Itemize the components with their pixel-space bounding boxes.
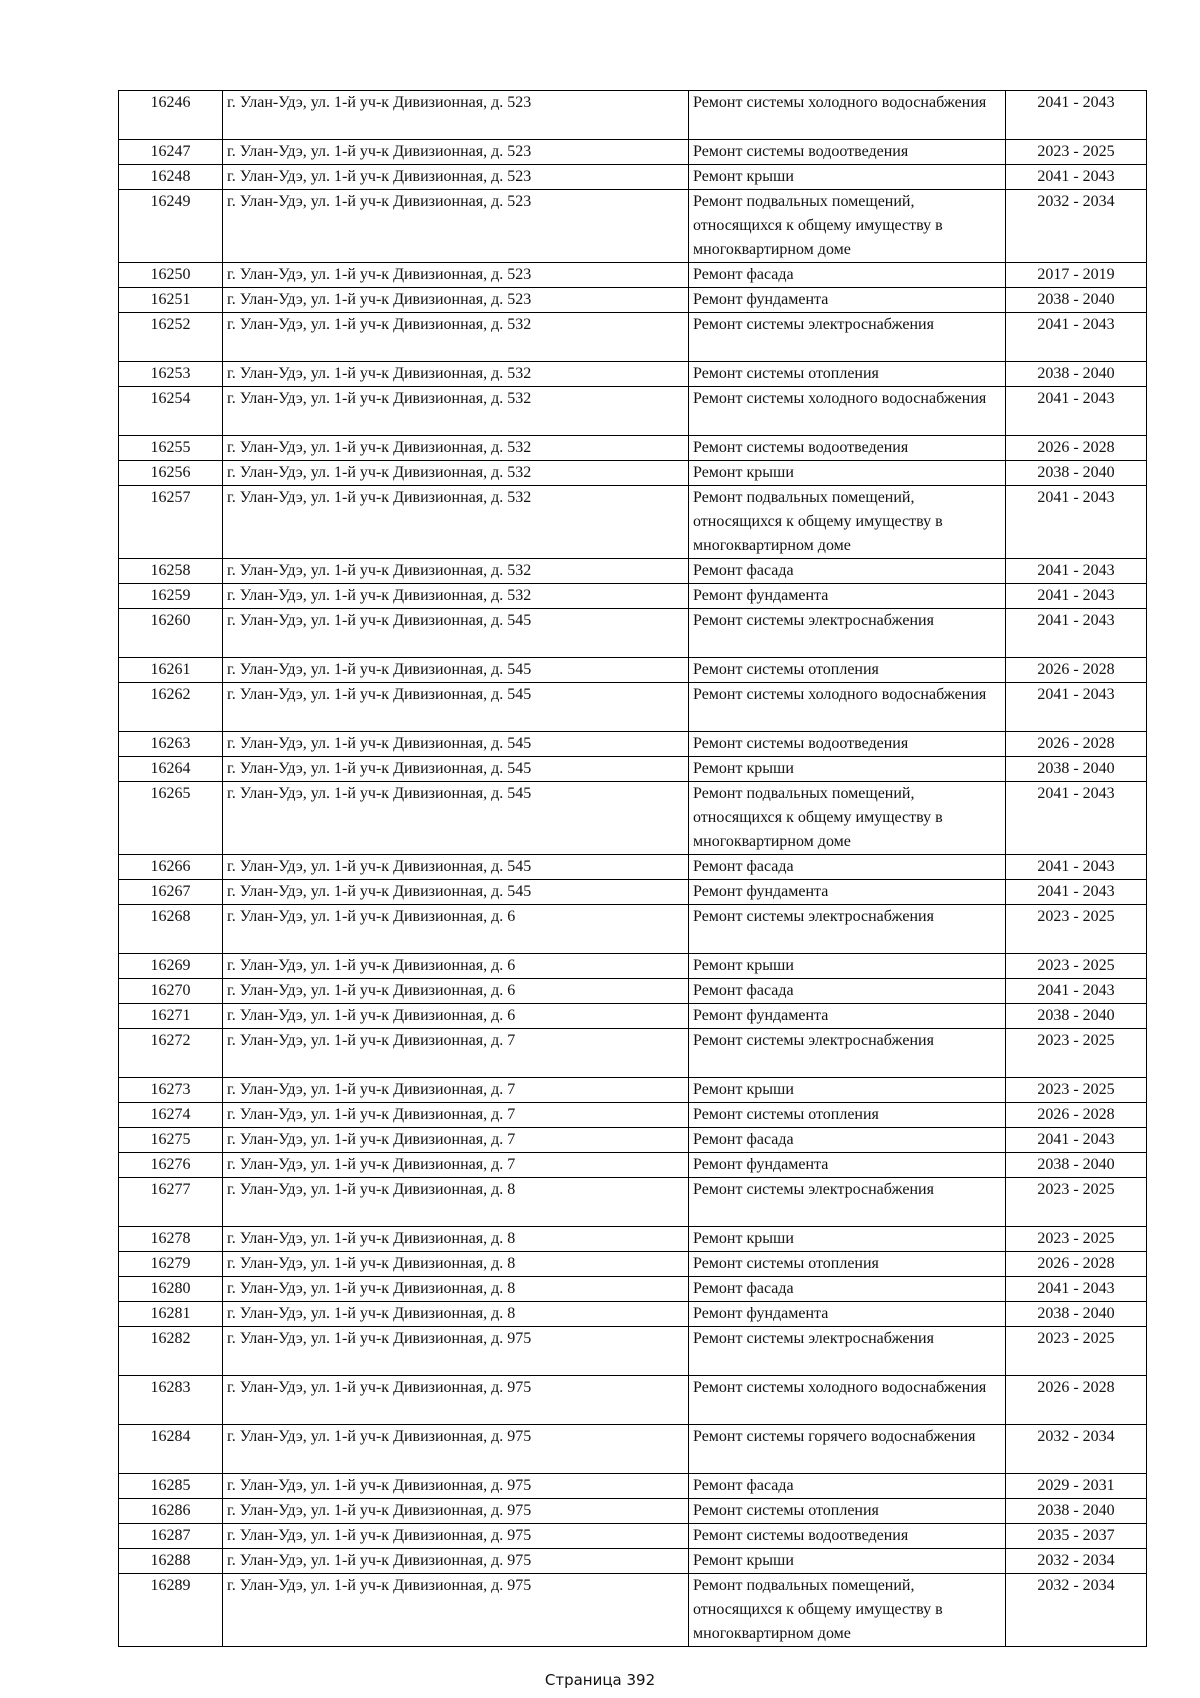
row-number: 16283 bbox=[119, 1376, 223, 1425]
row-work-type: Ремонт крыши bbox=[689, 1078, 1006, 1103]
row-work-type: Ремонт крыши bbox=[689, 1227, 1006, 1252]
row-number: 16258 bbox=[119, 559, 223, 584]
row-address: г. Улан-Удэ, ул. 1-й уч-к Дивизионная, д. 545 bbox=[223, 782, 689, 855]
row-period: 2032 - 2034 bbox=[1006, 1549, 1147, 1574]
row-address: г. Улан-Удэ, ул. 1-й уч-к Дивизионная, д. 975 bbox=[223, 1425, 689, 1474]
row-address: г. Улан-Удэ, ул. 1-й уч-к Дивизионная, д. 6 bbox=[223, 1004, 689, 1029]
row-period: 2023 - 2025 bbox=[1006, 140, 1147, 165]
row-number: 16253 bbox=[119, 362, 223, 387]
row-period: 2041 - 2043 bbox=[1006, 486, 1147, 559]
row-number: 16261 bbox=[119, 658, 223, 683]
row-number: 16247 bbox=[119, 140, 223, 165]
row-address: г. Улан-Удэ, ул. 1-й уч-к Дивизионная, д. 523 bbox=[223, 263, 689, 288]
row-number: 16246 bbox=[119, 91, 223, 140]
table-row bbox=[119, 880, 1147, 905]
table-row bbox=[119, 1078, 1147, 1103]
row-period: 2038 - 2040 bbox=[1006, 1302, 1147, 1327]
row-period: 2032 - 2034 bbox=[1006, 1425, 1147, 1474]
row-address: г. Улан-Удэ, ул. 1-й уч-к Дивизионная, д. 545 bbox=[223, 757, 689, 782]
table-row bbox=[119, 190, 1147, 263]
table-body bbox=[119, 91, 1147, 1647]
row-number: 16260 bbox=[119, 609, 223, 658]
table-row bbox=[119, 683, 1147, 732]
row-period: 2023 - 2025 bbox=[1006, 1327, 1147, 1376]
row-address: г. Улан-Удэ, ул. 1-й уч-к Дивизионная, д. 7 bbox=[223, 1078, 689, 1103]
row-address: г. Улан-Удэ, ул. 1-й уч-к Дивизионная, д. 975 bbox=[223, 1327, 689, 1376]
table-row bbox=[119, 1376, 1147, 1425]
row-work-type: Ремонт крыши bbox=[689, 461, 1006, 486]
row-work-type: Ремонт системы отопления bbox=[689, 1252, 1006, 1277]
row-work-type: Ремонт фасада bbox=[689, 979, 1006, 1004]
row-address: г. Улан-Удэ, ул. 1-й уч-к Дивизионная, д. 532 bbox=[223, 461, 689, 486]
row-address: г. Улан-Удэ, ул. 1-й уч-к Дивизионная, д. 6 bbox=[223, 979, 689, 1004]
row-period: 2026 - 2028 bbox=[1006, 436, 1147, 461]
row-work-type: Ремонт крыши bbox=[689, 954, 1006, 979]
row-number: 16270 bbox=[119, 979, 223, 1004]
repair-schedule-table bbox=[118, 90, 1147, 1647]
table-row bbox=[119, 461, 1147, 486]
row-work-type: Ремонт фасада bbox=[689, 559, 1006, 584]
row-period: 2035 - 2037 bbox=[1006, 1524, 1147, 1549]
table-row bbox=[119, 732, 1147, 757]
row-period: 2023 - 2025 bbox=[1006, 1078, 1147, 1103]
row-address: г. Улан-Удэ, ул. 1-й уч-к Дивизионная, д. 532 bbox=[223, 362, 689, 387]
row-number: 16274 bbox=[119, 1103, 223, 1128]
row-period: 2023 - 2025 bbox=[1006, 1029, 1147, 1078]
row-number: 16269 bbox=[119, 954, 223, 979]
row-address: г. Улан-Удэ, ул. 1-й уч-к Дивизионная, д. 975 bbox=[223, 1474, 689, 1499]
row-number: 16257 bbox=[119, 486, 223, 559]
table-row bbox=[119, 609, 1147, 658]
row-number: 16273 bbox=[119, 1078, 223, 1103]
row-address: г. Улан-Удэ, ул. 1-й уч-к Дивизионная, д. 975 bbox=[223, 1524, 689, 1549]
row-period: 2038 - 2040 bbox=[1006, 1004, 1147, 1029]
table-row bbox=[119, 1574, 1147, 1647]
table-row bbox=[119, 757, 1147, 782]
row-period: 2026 - 2028 bbox=[1006, 732, 1147, 757]
row-address: г. Улан-Удэ, ул. 1-й уч-к Дивизионная, д. 532 bbox=[223, 559, 689, 584]
row-address: г. Улан-Удэ, ул. 1-й уч-к Дивизионная, д. 545 bbox=[223, 880, 689, 905]
row-address: г. Улан-Удэ, ул. 1-й уч-к Дивизионная, д. 532 bbox=[223, 313, 689, 362]
table-row bbox=[119, 1128, 1147, 1153]
row-period: 2041 - 2043 bbox=[1006, 880, 1147, 905]
table-row bbox=[119, 165, 1147, 190]
row-address: г. Улан-Удэ, ул. 1-й уч-к Дивизионная, д. 523 bbox=[223, 165, 689, 190]
row-address: г. Улан-Удэ, ул. 1-й уч-к Дивизионная, д. 8 bbox=[223, 1227, 689, 1252]
row-period: 2041 - 2043 bbox=[1006, 387, 1147, 436]
row-work-type: Ремонт системы холодного водоснабжения bbox=[689, 683, 1006, 732]
row-work-type: Ремонт фасада bbox=[689, 1277, 1006, 1302]
table-row bbox=[119, 855, 1147, 880]
row-number: 16250 bbox=[119, 263, 223, 288]
row-period: 2041 - 2043 bbox=[1006, 979, 1147, 1004]
row-number: 16267 bbox=[119, 880, 223, 905]
row-work-type: Ремонт системы отопления bbox=[689, 1103, 1006, 1128]
row-address: г. Улан-Удэ, ул. 1-й уч-к Дивизионная, д. 545 bbox=[223, 855, 689, 880]
row-address: г. Улан-Удэ, ул. 1-й уч-к Дивизионная, д. 532 bbox=[223, 486, 689, 559]
row-number: 16248 bbox=[119, 165, 223, 190]
row-number: 16249 bbox=[119, 190, 223, 263]
row-address: г. Улан-Удэ, ул. 1-й уч-к Дивизионная, д. 532 bbox=[223, 436, 689, 461]
row-address: г. Улан-Удэ, ул. 1-й уч-к Дивизионная, д. 975 bbox=[223, 1574, 689, 1647]
row-work-type: Ремонт системы отопления bbox=[689, 362, 1006, 387]
table-row bbox=[119, 263, 1147, 288]
row-period: 2041 - 2043 bbox=[1006, 165, 1147, 190]
row-work-type: Ремонт системы электроснабжения bbox=[689, 1178, 1006, 1227]
row-period: 2041 - 2043 bbox=[1006, 1128, 1147, 1153]
row-number: 16255 bbox=[119, 436, 223, 461]
row-period: 2041 - 2043 bbox=[1006, 313, 1147, 362]
row-number: 16262 bbox=[119, 683, 223, 732]
row-work-type: Ремонт системы холодного водоснабжения bbox=[689, 1376, 1006, 1425]
table-row bbox=[119, 436, 1147, 461]
table-row bbox=[119, 91, 1147, 140]
row-work-type: Ремонт фундамента bbox=[689, 1004, 1006, 1029]
row-address: г. Улан-Удэ, ул. 1-й уч-к Дивизионная, д. 8 bbox=[223, 1302, 689, 1327]
row-work-type: Ремонт системы электроснабжения bbox=[689, 609, 1006, 658]
row-work-type: Ремонт крыши bbox=[689, 165, 1006, 190]
row-number: 16276 bbox=[119, 1153, 223, 1178]
row-work-type: Ремонт фасада bbox=[689, 1128, 1006, 1153]
table-row bbox=[119, 979, 1147, 1004]
document-page bbox=[118, 90, 1146, 1647]
row-period: 2041 - 2043 bbox=[1006, 559, 1147, 584]
table-row bbox=[119, 1004, 1147, 1029]
row-address: г. Улан-Удэ, ул. 1-й уч-к Дивизионная, д. 7 bbox=[223, 1103, 689, 1128]
table-row bbox=[119, 559, 1147, 584]
row-work-type: Ремонт крыши bbox=[689, 757, 1006, 782]
table-row bbox=[119, 387, 1147, 436]
row-work-type: Ремонт системы электроснабжения bbox=[689, 1029, 1006, 1078]
table-row bbox=[119, 1524, 1147, 1549]
table-row bbox=[119, 1499, 1147, 1524]
table-row bbox=[119, 1029, 1147, 1078]
row-period: 2017 - 2019 bbox=[1006, 263, 1147, 288]
row-period: 2029 - 2031 bbox=[1006, 1474, 1147, 1499]
table-row bbox=[119, 1153, 1147, 1178]
row-period: 2038 - 2040 bbox=[1006, 288, 1147, 313]
row-work-type: Ремонт системы холодного водоснабжения bbox=[689, 387, 1006, 436]
table-row bbox=[119, 140, 1147, 165]
row-period: 2032 - 2034 bbox=[1006, 190, 1147, 263]
table-row bbox=[119, 1277, 1147, 1302]
row-work-type: Ремонт фундамента bbox=[689, 1153, 1006, 1178]
table-row bbox=[119, 288, 1147, 313]
table-row bbox=[119, 1549, 1147, 1574]
row-address: г. Улан-Удэ, ул. 1-й уч-к Дивизионная, д. 545 bbox=[223, 732, 689, 757]
row-number: 16275 bbox=[119, 1128, 223, 1153]
table-row bbox=[119, 782, 1147, 855]
row-number: 16265 bbox=[119, 782, 223, 855]
table-row bbox=[119, 1103, 1147, 1128]
row-address: г. Улан-Удэ, ул. 1-й уч-к Дивизионная, д. 8 bbox=[223, 1277, 689, 1302]
row-number: 16254 bbox=[119, 387, 223, 436]
row-work-type: Ремонт системы водоотведения bbox=[689, 436, 1006, 461]
row-work-type: Ремонт подвальных помещений, относящихся к общему имуществу в многоквартирном доме bbox=[689, 782, 1006, 855]
row-number: 16268 bbox=[119, 905, 223, 954]
table-row bbox=[119, 313, 1147, 362]
row-number: 16264 bbox=[119, 757, 223, 782]
row-number: 16287 bbox=[119, 1524, 223, 1549]
row-work-type: Ремонт системы холодного водоснабжения bbox=[689, 91, 1006, 140]
row-number: 16256 bbox=[119, 461, 223, 486]
row-period: 2023 - 2025 bbox=[1006, 1227, 1147, 1252]
row-period: 2023 - 2025 bbox=[1006, 1178, 1147, 1227]
row-number: 16280 bbox=[119, 1277, 223, 1302]
row-address: г. Улан-Удэ, ул. 1-й уч-к Дивизионная, д. 7 bbox=[223, 1029, 689, 1078]
row-period: 2032 - 2034 bbox=[1006, 1574, 1147, 1647]
table-row bbox=[119, 1474, 1147, 1499]
row-address: г. Улан-Удэ, ул. 1-й уч-к Дивизионная, д. 8 bbox=[223, 1178, 689, 1227]
table-row bbox=[119, 1227, 1147, 1252]
row-address: г. Улан-Удэ, ул. 1-й уч-к Дивизионная, д. 523 bbox=[223, 91, 689, 140]
table-row bbox=[119, 584, 1147, 609]
table-row bbox=[119, 1178, 1147, 1227]
row-number: 16285 bbox=[119, 1474, 223, 1499]
row-number: 16252 bbox=[119, 313, 223, 362]
row-address: г. Улан-Удэ, ул. 1-й уч-к Дивизионная, д. 975 bbox=[223, 1376, 689, 1425]
row-number: 16251 bbox=[119, 288, 223, 313]
row-address: г. Улан-Удэ, ул. 1-й уч-к Дивизионная, д. 545 bbox=[223, 658, 689, 683]
row-period: 2041 - 2043 bbox=[1006, 683, 1147, 732]
row-address: г. Улан-Удэ, ул. 1-й уч-к Дивизионная, д. 975 bbox=[223, 1549, 689, 1574]
row-number: 16288 bbox=[119, 1549, 223, 1574]
table-row bbox=[119, 486, 1147, 559]
row-address: г. Улан-Удэ, ул. 1-й уч-к Дивизионная, д. 7 bbox=[223, 1128, 689, 1153]
row-period: 2041 - 2043 bbox=[1006, 91, 1147, 140]
row-work-type: Ремонт системы электроснабжения bbox=[689, 905, 1006, 954]
table-row bbox=[119, 362, 1147, 387]
row-work-type: Ремонт подвальных помещений, относящихся к общему имуществу в многоквартирном доме bbox=[689, 1574, 1006, 1647]
row-period: 2041 - 2043 bbox=[1006, 782, 1147, 855]
row-number: 16278 bbox=[119, 1227, 223, 1252]
row-address: г. Улан-Удэ, ул. 1-й уч-к Дивизионная, д. 545 bbox=[223, 609, 689, 658]
row-period: 2023 - 2025 bbox=[1006, 905, 1147, 954]
row-work-type: Ремонт крыши bbox=[689, 1549, 1006, 1574]
row-work-type: Ремонт фундамента bbox=[689, 880, 1006, 905]
row-address: г. Улан-Удэ, ул. 1-й уч-к Дивизионная, д. 523 bbox=[223, 288, 689, 313]
row-work-type: Ремонт подвальных помещений, относящихся к общему имуществу в многоквартирном доме bbox=[689, 486, 1006, 559]
row-period: 2038 - 2040 bbox=[1006, 1499, 1147, 1524]
row-address: г. Улан-Удэ, ул. 1-й уч-к Дивизионная, д. 6 bbox=[223, 954, 689, 979]
row-number: 16289 bbox=[119, 1574, 223, 1647]
table-row bbox=[119, 954, 1147, 979]
row-address: г. Улан-Удэ, ул. 1-й уч-к Дивизионная, д. 6 bbox=[223, 905, 689, 954]
row-number: 16281 bbox=[119, 1302, 223, 1327]
table-row bbox=[119, 1425, 1147, 1474]
row-work-type: Ремонт фундамента bbox=[689, 584, 1006, 609]
row-address: г. Улан-Удэ, ул. 1-й уч-к Дивизионная, д. 7 bbox=[223, 1153, 689, 1178]
row-number: 16286 bbox=[119, 1499, 223, 1524]
row-period: 2026 - 2028 bbox=[1006, 1103, 1147, 1128]
row-period: 2038 - 2040 bbox=[1006, 461, 1147, 486]
row-period: 2023 - 2025 bbox=[1006, 954, 1147, 979]
row-number: 16266 bbox=[119, 855, 223, 880]
row-period: 2026 - 2028 bbox=[1006, 1376, 1147, 1425]
row-address: г. Улан-Удэ, ул. 1-й уч-к Дивизионная, д. 532 bbox=[223, 387, 689, 436]
row-work-type: Ремонт фасада bbox=[689, 855, 1006, 880]
row-address: г. Улан-Удэ, ул. 1-й уч-к Дивизионная, д. 545 bbox=[223, 683, 689, 732]
row-address: г. Улан-Удэ, ул. 1-й уч-к Дивизионная, д. 532 bbox=[223, 584, 689, 609]
row-period: 2038 - 2040 bbox=[1006, 1153, 1147, 1178]
row-work-type: Ремонт системы горячего водоснабжения bbox=[689, 1425, 1006, 1474]
row-work-type: Ремонт фасада bbox=[689, 263, 1006, 288]
row-period: 2041 - 2043 bbox=[1006, 584, 1147, 609]
table-row bbox=[119, 1327, 1147, 1376]
row-number: 16271 bbox=[119, 1004, 223, 1029]
row-work-type: Ремонт системы водоотведения bbox=[689, 1524, 1006, 1549]
row-work-type: Ремонт системы электроснабжения bbox=[689, 1327, 1006, 1376]
table-row bbox=[119, 658, 1147, 683]
row-work-type: Ремонт фундамента bbox=[689, 1302, 1006, 1327]
table-row bbox=[119, 1302, 1147, 1327]
row-number: 16263 bbox=[119, 732, 223, 757]
row-work-type: Ремонт системы водоотведения bbox=[689, 732, 1006, 757]
row-number: 16277 bbox=[119, 1178, 223, 1227]
row-number: 16279 bbox=[119, 1252, 223, 1277]
row-period: 2041 - 2043 bbox=[1006, 609, 1147, 658]
row-period: 2038 - 2040 bbox=[1006, 362, 1147, 387]
row-number: 16272 bbox=[119, 1029, 223, 1078]
row-period: 2026 - 2028 bbox=[1006, 658, 1147, 683]
row-address: г. Улан-Удэ, ул. 1-й уч-к Дивизионная, д. 523 bbox=[223, 190, 689, 263]
row-period: 2041 - 2043 bbox=[1006, 855, 1147, 880]
row-period: 2041 - 2043 bbox=[1006, 1277, 1147, 1302]
table-row bbox=[119, 905, 1147, 954]
row-address: г. Улан-Удэ, ул. 1-й уч-к Дивизионная, д. 523 bbox=[223, 140, 689, 165]
row-work-type: Ремонт подвальных помещений, относящихся к общему имуществу в многоквартирном доме bbox=[689, 190, 1006, 263]
row-work-type: Ремонт системы отопления bbox=[689, 658, 1006, 683]
row-period: 2038 - 2040 bbox=[1006, 757, 1147, 782]
row-number: 16284 bbox=[119, 1425, 223, 1474]
row-work-type: Ремонт системы электроснабжения bbox=[689, 313, 1006, 362]
row-address: г. Улан-Удэ, ул. 1-й уч-к Дивизионная, д. 975 bbox=[223, 1499, 689, 1524]
row-address: г. Улан-Удэ, ул. 1-й уч-к Дивизионная, д. 8 bbox=[223, 1252, 689, 1277]
table-row bbox=[119, 1252, 1147, 1277]
row-work-type: Ремонт фундамента bbox=[689, 288, 1006, 313]
row-period: 2026 - 2028 bbox=[1006, 1252, 1147, 1277]
row-work-type: Ремонт фасада bbox=[689, 1474, 1006, 1499]
row-work-type: Ремонт системы водоотведения bbox=[689, 140, 1006, 165]
page-number: Страница 392 bbox=[544, 1671, 656, 1689]
row-number: 16282 bbox=[119, 1327, 223, 1376]
row-number: 16259 bbox=[119, 584, 223, 609]
row-work-type: Ремонт системы отопления bbox=[689, 1499, 1006, 1524]
